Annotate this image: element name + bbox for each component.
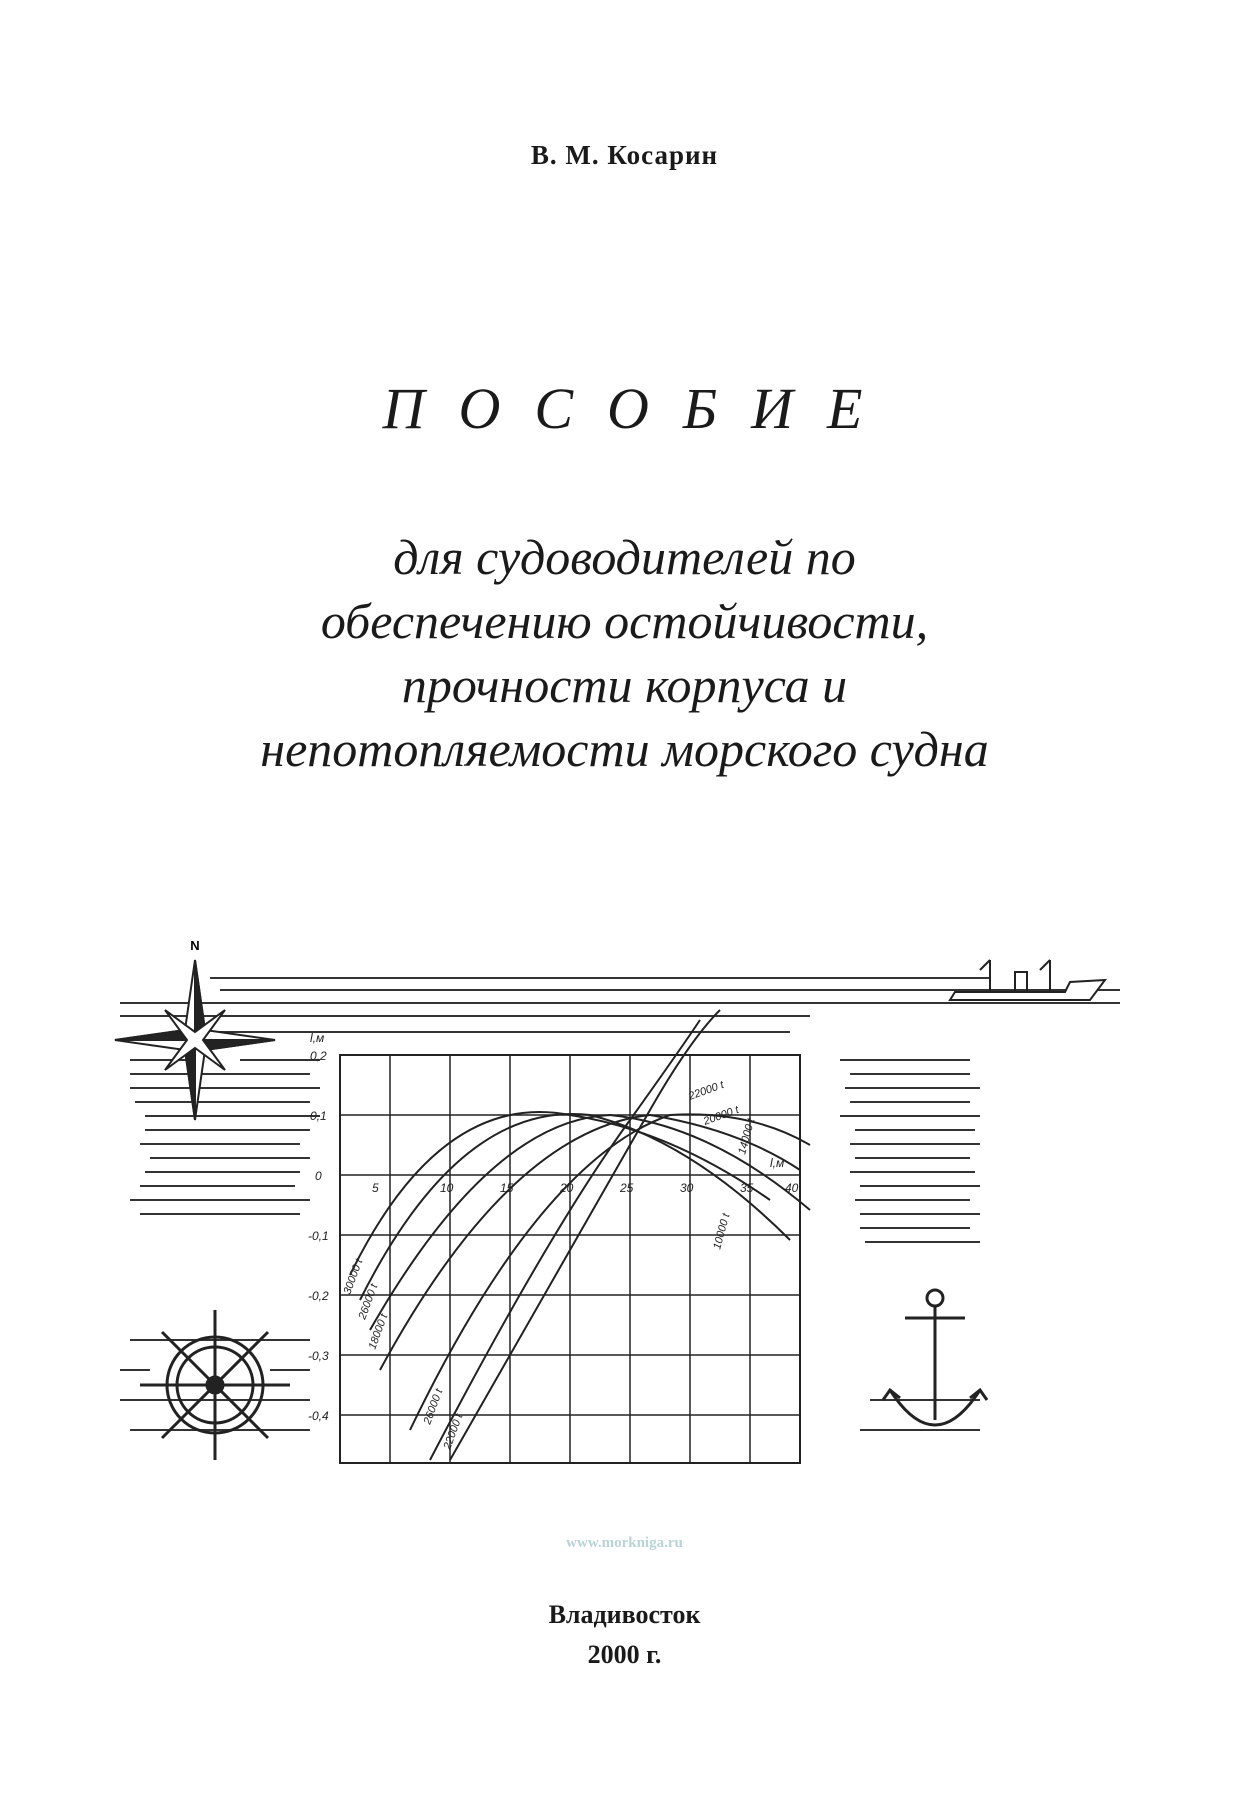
x-tick: 20 (560, 1181, 574, 1195)
subtitle-line: непотопляемости морского судна (260, 721, 989, 777)
ship-wheel-icon (140, 1310, 290, 1460)
curve-label: 20000 t (701, 1103, 741, 1128)
book-subtitle (0, 525, 1249, 781)
author-name: В. М. Косарин (530, 140, 719, 170)
y-tick: -0,1 (308, 1229, 329, 1243)
compass-north-label: N (190, 938, 200, 953)
compass-rose-icon (115, 960, 275, 1120)
x-tick: 5 (372, 1181, 379, 1195)
cover-illustration (110, 930, 1130, 1510)
y-tick: 0,1 (310, 1109, 327, 1123)
publication-city: Владивосток (548, 1600, 701, 1629)
subtitle-line: прочности корпуса и (401, 657, 848, 713)
x-tick: 35 (740, 1181, 754, 1195)
book-title: ПОСОБИЕ (382, 376, 897, 441)
x-tick: 10 (440, 1181, 454, 1195)
subtitle-line: обеспечению остойчивости, (320, 593, 929, 649)
publication-year: 2000 г. (587, 1640, 662, 1669)
x-tick: 15 (500, 1181, 514, 1195)
curve-label: 30000 t (341, 1257, 366, 1297)
y-axis-label: l,м (310, 1031, 325, 1045)
subtitle-line: для судоводителей по (393, 529, 856, 585)
curve-label: 10000 t (711, 1212, 733, 1251)
stability-chart (340, 1010, 810, 1463)
x-axis-label: l,м (770, 1156, 785, 1170)
y-tick: -0,3 (308, 1349, 329, 1363)
curve-label: 18000 t (366, 1312, 391, 1352)
curve-label: 14000 t (736, 1117, 758, 1156)
curve-label: 26000 t (421, 1387, 446, 1427)
y-tick: -0,4 (308, 1409, 329, 1423)
x-tick: 30 (680, 1181, 694, 1195)
y-tick: -0,2 (308, 1289, 329, 1303)
y-tick: 0,2 (310, 1049, 327, 1063)
ship-icon (950, 960, 1105, 1000)
watermark-url: www.morkniga.ru (566, 1535, 683, 1551)
anchor-icon (883, 1290, 987, 1425)
x-tick: 40 (785, 1181, 799, 1195)
x-tick: 25 (620, 1181, 634, 1195)
y-tick: 0 (315, 1169, 322, 1183)
curve-label: 22000 t (441, 1412, 466, 1452)
curve-label: 26000 t (356, 1282, 381, 1322)
curve-label: 22000 t (686, 1078, 726, 1103)
